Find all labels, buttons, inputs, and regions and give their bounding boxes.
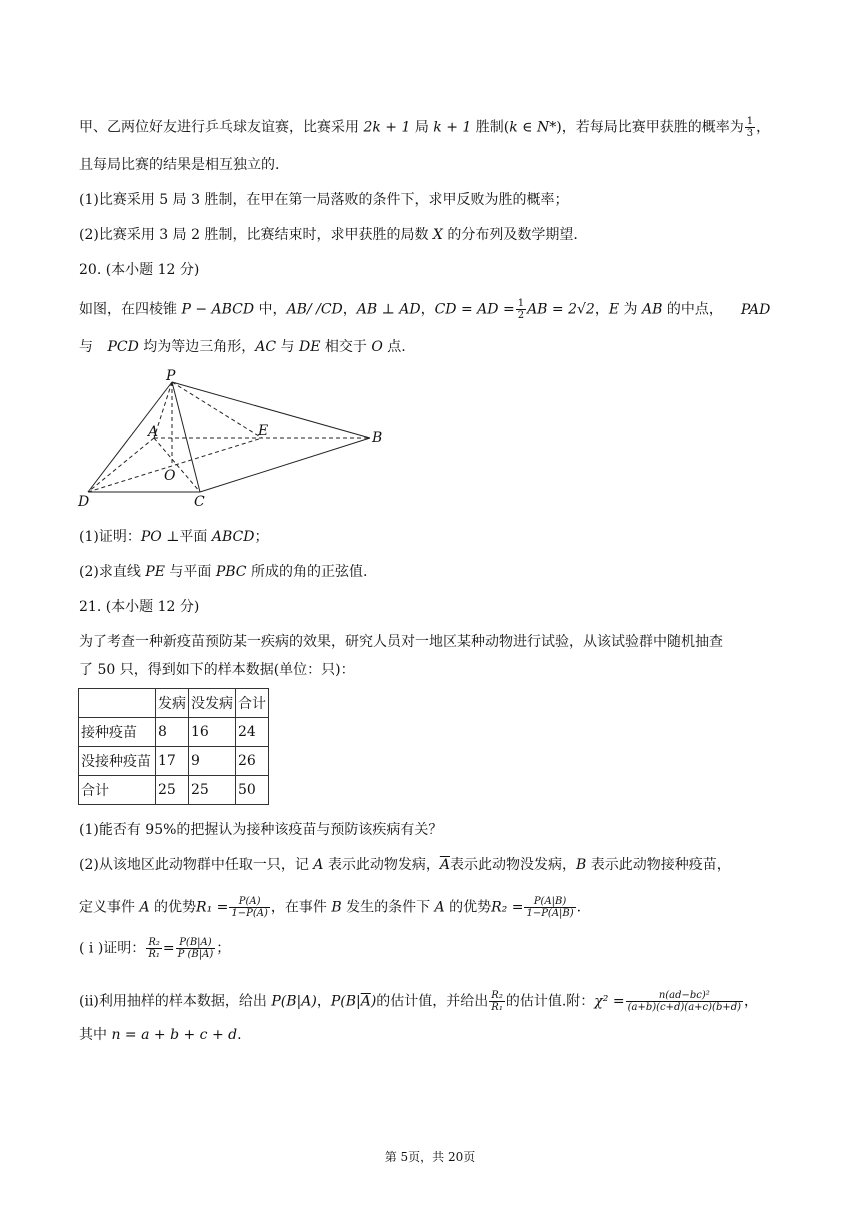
math-ab: AB xyxy=(641,301,663,318)
fraction-chi-square xyxy=(626,990,743,1013)
q21-text: 的估计值，并给出 xyxy=(376,993,489,1010)
frac-den-part: P (B| xyxy=(177,949,203,960)
q21-line1: 为了考查一种新疫苗预防某一疾病的效果，研究人员对一地区某种动物进行试验，从该试验群中随机抽查 xyxy=(79,634,723,650)
math-a: A xyxy=(434,899,445,916)
q20-part2 xyxy=(79,562,367,582)
q20-header: 20. (本小题 12 分) xyxy=(79,262,200,278)
q20-line1 xyxy=(79,298,770,321)
edge-ad xyxy=(88,438,154,492)
q20-text: (2)求直线 xyxy=(79,564,146,580)
q19-text: 甲、乙两位好友进行乒乓球友谊赛，比赛采用 xyxy=(79,119,359,136)
math-k-in-n: k ∈ N* xyxy=(509,119,557,136)
frac-den-abar: $\overline{A}$ xyxy=(202,949,210,960)
q19-intro-line xyxy=(79,116,770,139)
table-cell: 合计 xyxy=(79,776,156,805)
math-po: PO xyxy=(140,529,162,545)
frac-num: R₂ xyxy=(491,990,503,1001)
edge-pd xyxy=(88,382,172,492)
q20-text: ， xyxy=(420,301,435,318)
math-o: O xyxy=(371,339,383,355)
table-header-row xyxy=(79,689,269,718)
q20-text: 为 xyxy=(619,301,642,318)
q21-text: 表示此动物没发病， xyxy=(449,857,576,873)
math-pbc: PBC xyxy=(215,564,247,580)
q21-text: . xyxy=(237,1027,242,1043)
label-c: C xyxy=(194,494,205,510)
math-a: A xyxy=(139,899,150,916)
label-p: P xyxy=(166,368,176,384)
q20-text: 中， xyxy=(254,301,287,318)
fraction-r2 xyxy=(524,896,575,919)
q19-text: 局 xyxy=(410,119,434,136)
q20-text: 均为等边三角形， xyxy=(138,339,256,355)
q20-text: 所成的角的正弦值. xyxy=(246,564,368,580)
q21-text: 其中 xyxy=(79,1027,112,1043)
q21-text: ( ⅰ )证明： xyxy=(79,940,146,957)
table-cell: 8 xyxy=(156,718,189,747)
q21-part-ii xyxy=(79,990,758,1013)
label-e: E xyxy=(258,423,269,439)
q21-text: 的优势 xyxy=(149,899,197,916)
math-pba: P(B|A) xyxy=(271,993,317,1010)
pyramid-figure xyxy=(72,368,402,514)
fraction-r1 xyxy=(229,896,270,919)
q20-line2 xyxy=(79,337,406,357)
table-cell: 26 xyxy=(236,747,269,776)
frac-den: 2 xyxy=(517,310,525,321)
fraction-r2-over-r1 xyxy=(489,990,505,1013)
label-a: A xyxy=(148,424,159,440)
label-d: D xyxy=(78,494,90,510)
frac-den-part: ) xyxy=(209,949,214,960)
edge-pe xyxy=(172,382,262,438)
edge-pb xyxy=(172,382,370,438)
math-n-sum: n = a + b + c + d xyxy=(111,1027,238,1043)
q19-part1: (1)比赛采用 5 局 3 胜制，在甲在第一局落败的条件下，求甲反败为胜的概率； xyxy=(79,192,569,208)
edge-cb xyxy=(200,438,370,492)
q21-text: = xyxy=(162,940,175,957)
math-de: DE xyxy=(299,339,321,355)
q19-text: 胜制( xyxy=(471,119,510,136)
table-cell: 16 xyxy=(189,718,236,747)
q19-line2: 且每局比赛的结果是相互独立的. xyxy=(79,157,280,173)
sample-data-table xyxy=(78,688,269,805)
math-ac: AC xyxy=(255,339,277,355)
q21-line2: 了 50 只，得到如下的样本数据(单位：只)： xyxy=(79,662,355,678)
math-ab-perp-ad: AB ⊥ AD xyxy=(356,301,421,318)
fraction-pba-ratio xyxy=(176,937,216,960)
table-cell: 接种疫苗 xyxy=(79,718,156,747)
table-row xyxy=(79,747,269,776)
table-cell: 25 xyxy=(156,776,189,805)
frac-den xyxy=(176,949,216,960)
q19-text: 的分布列及数学期望. xyxy=(442,227,578,243)
fraction-r2-over-r1 xyxy=(146,937,162,960)
q19-text: )，若每局比赛甲获胜的概率为 xyxy=(556,119,744,136)
math-x: X xyxy=(432,227,443,243)
label-b: B xyxy=(372,430,383,446)
q20-text: ⊥平面 xyxy=(161,529,212,545)
table-cell: 50 xyxy=(236,776,269,805)
page-footer: 第 5页，共 20页 xyxy=(384,1150,476,1164)
table-cell: 合计 xyxy=(236,689,269,718)
frac-den: R₁ xyxy=(148,949,160,960)
q21-header: 21. (本小题 12 分) xyxy=(79,599,200,615)
fraction-one-third xyxy=(745,116,755,139)
frac-den: 1−P(A|B) xyxy=(526,908,574,919)
q20-text: 如图，在四棱锥 xyxy=(79,301,182,318)
q21-text: . xyxy=(576,899,582,916)
math-a-bar: $\overline{A}$ xyxy=(360,993,371,1010)
table-cell: 17 xyxy=(156,747,189,776)
table-cell: 没发病 xyxy=(189,689,236,718)
q21-text: 定义事件 xyxy=(79,899,140,916)
q20-text: 与 xyxy=(79,339,98,355)
frac-den: (a+b)(c+d)(a+c)(b+d) xyxy=(627,1002,742,1013)
q21-last-line xyxy=(79,1025,242,1045)
table-cell: 25 xyxy=(189,776,236,805)
frac-num: P(B|A) xyxy=(176,937,216,949)
q20-text: ， xyxy=(342,301,357,318)
q21-part3 xyxy=(79,896,581,919)
math-r2: R₂ = xyxy=(491,899,524,916)
frac-num: P(A) xyxy=(229,896,270,908)
q21-text: (ⅱ)利用抽样的样本数据，给出 xyxy=(79,993,272,1010)
frac-num: 1 xyxy=(517,298,525,309)
math-ab-2root2: AB = 2√2 xyxy=(527,301,595,318)
math-pabcd: P − ABCD xyxy=(181,301,255,318)
q20-part1 xyxy=(79,527,268,547)
q21-text: 的优势 xyxy=(444,899,492,916)
table-row xyxy=(79,776,269,805)
q20-text: 相交于 xyxy=(320,339,372,355)
q21-text: 发生的条件下 xyxy=(341,899,435,916)
math-chi-square: χ² = xyxy=(594,993,625,1010)
q20-text: 的中点， xyxy=(662,301,723,318)
table-cell: 没接种疫苗 xyxy=(79,747,156,776)
frac-num: R₂ xyxy=(148,937,160,948)
q21-text: ， xyxy=(744,993,759,1010)
table-row xyxy=(79,718,269,747)
q21-text: ， xyxy=(316,993,331,1010)
q20-text: (1)证明： xyxy=(79,529,141,545)
frac-den: R₁ xyxy=(491,1002,503,1013)
math-cd-eq-ad: CD = AD = xyxy=(434,301,515,318)
math-e: E xyxy=(608,301,620,318)
table-cell xyxy=(79,689,156,718)
math-abcd: ABCD xyxy=(211,529,255,545)
q19-part2 xyxy=(79,225,578,245)
math-b: B xyxy=(575,857,587,873)
q20-text: ； xyxy=(254,529,269,545)
q21-text: (2)从该地区此动物群中任取一只，记 xyxy=(79,857,314,873)
frac-num: n(ad−bc)² xyxy=(626,990,743,1002)
frac-num: 1 xyxy=(746,116,754,127)
q20-text: 与 xyxy=(276,339,299,355)
q21-text: ，在事件 xyxy=(270,899,332,916)
q21-text: 表示此动物接种疫苗， xyxy=(586,857,731,873)
q20-text: ， xyxy=(594,301,609,318)
q21-text: ； xyxy=(216,940,231,957)
math-b: B xyxy=(331,899,342,916)
table-cell: 9 xyxy=(189,747,236,776)
q21-text: 表示此动物发病， xyxy=(323,857,440,873)
math-pad: PAD xyxy=(740,301,771,318)
frac-den: 1−P(A) xyxy=(231,908,268,919)
q21-part-i xyxy=(79,937,230,960)
fraction-one-half xyxy=(516,298,526,321)
math-ab-parallel-cd: AB/ /CD xyxy=(286,301,343,318)
math-2k1: 2k + 1 xyxy=(363,119,411,136)
table-cell: 24 xyxy=(236,718,269,747)
math-r1: R₁ = xyxy=(196,899,229,916)
q21-text: 的估计值.附： xyxy=(505,993,595,1010)
q21-part1: (1)能否有 95%的把握认为接种该疫苗与预防该疾病有关？ xyxy=(79,822,443,838)
q19-text: ， xyxy=(756,119,771,136)
math-pbabar: P(B| xyxy=(330,993,361,1010)
frac-den: 3 xyxy=(746,128,754,139)
math-paren: ) xyxy=(370,993,377,1010)
label-o: O xyxy=(164,468,176,484)
q20-text: 点. xyxy=(382,339,406,355)
q19-text: (2)比赛采用 3 局 2 胜制，比赛结束时，求甲获胜的局数 xyxy=(79,227,433,243)
math-a: A xyxy=(313,857,324,873)
q20-text: 与平面 xyxy=(164,564,216,580)
table-cell: 发病 xyxy=(156,689,189,718)
math-pcd: PCD xyxy=(107,339,139,355)
math-k1: k + 1 xyxy=(433,119,472,136)
q21-part2 xyxy=(79,855,731,875)
math-pe: PE xyxy=(145,564,165,580)
math-a-bar: $\overline{A}$ xyxy=(439,857,450,873)
frac-num: P(A|B) xyxy=(524,896,575,908)
